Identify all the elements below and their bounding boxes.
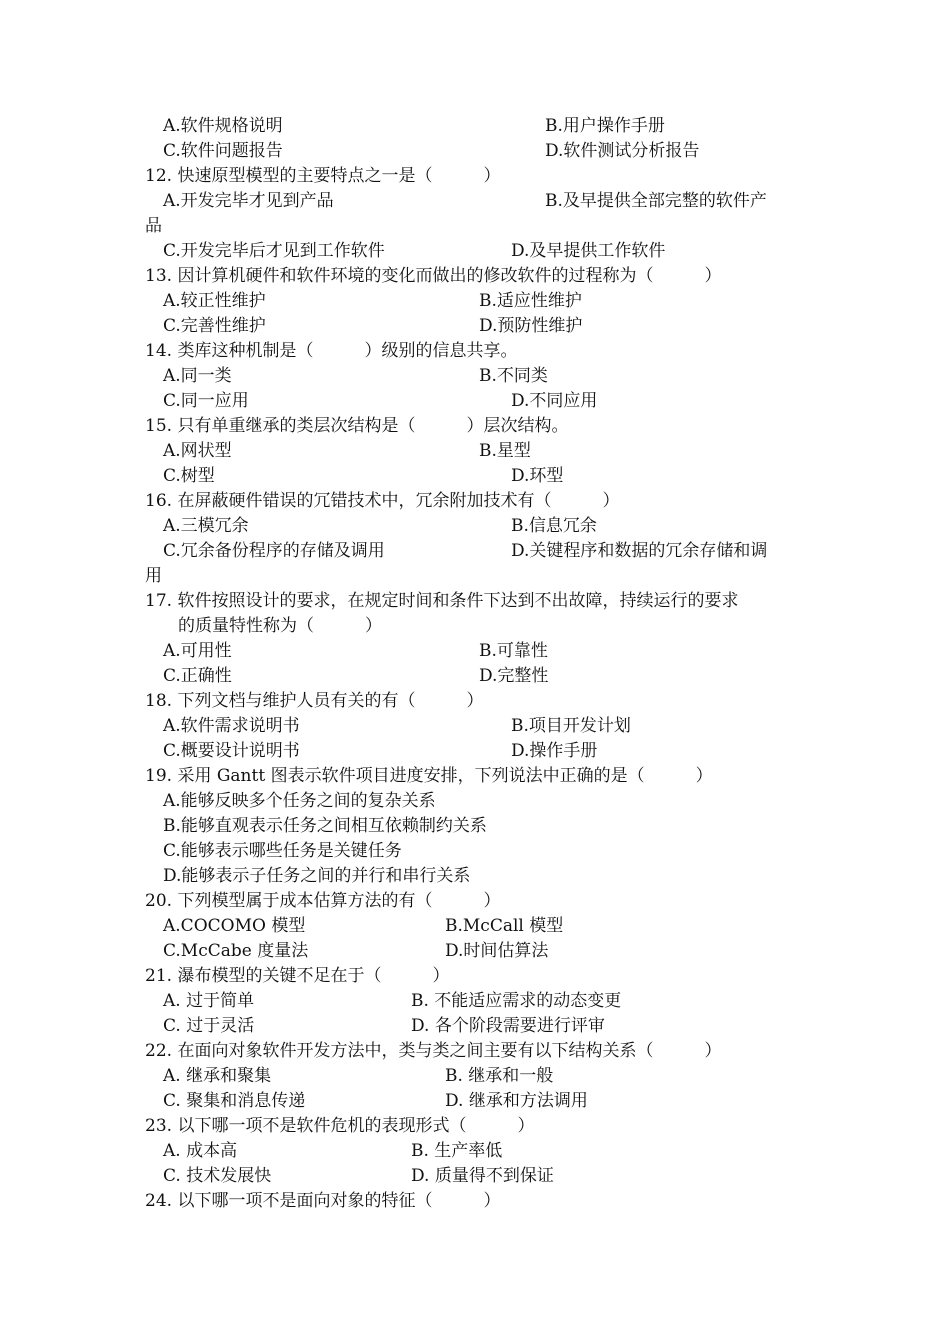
- option-b: B.可靠性: [479, 641, 548, 661]
- option-b: B.星型: [479, 441, 531, 461]
- option-d: D. 质量得不到保证: [411, 1166, 554, 1186]
- option-c: C.能够表示哪些任务是关键任务: [163, 841, 402, 861]
- option-c: C. 聚集和消息传递: [163, 1091, 306, 1111]
- option-c: C.McCabe 度量法: [163, 941, 309, 961]
- option-b: B. 不能适应需求的动态变更: [411, 991, 622, 1011]
- option-d-continuation: 用: [145, 566, 162, 586]
- option-b: B.能够直观表示任务之间相互依赖制约关系: [163, 816, 487, 836]
- question-22: 22. 在面向对象软件开发方法中，类与类之间主要有以下结构关系（ ）: [145, 1041, 722, 1061]
- option-d: D.时间估算法: [445, 941, 549, 961]
- option-d: D.环型: [511, 466, 564, 486]
- question-19: 19. 采用 Gantt 图表示软件项目进度安排，下列说法中正确的是（ ）: [145, 766, 713, 786]
- option-d: D. 继承和方法调用: [445, 1091, 588, 1111]
- option-a: A.开发完毕才见到产品: [163, 191, 334, 211]
- option-c: C. 技术发展快: [163, 1166, 272, 1186]
- option-b: B.适应性维护: [479, 291, 582, 311]
- option-c: C. 过于灵活: [163, 1016, 255, 1036]
- option-c: C.冗余备份程序的存储及调用: [163, 541, 385, 561]
- question-20: 20. 下列模型属于成本估算方法的有（ ）: [145, 891, 501, 911]
- option-b-continuation: 品: [145, 216, 162, 236]
- option-b: B.不同类: [479, 366, 548, 386]
- question-16: 16. 在屏蔽硬件错误的冗错技术中，冗余附加技术有（ ）: [145, 491, 620, 511]
- option-b: B. 生产率低: [411, 1141, 503, 1161]
- option-d: D.能够表示子任务之间的并行和串行关系: [163, 866, 471, 886]
- option-d: D.操作手册: [511, 741, 598, 761]
- option-b: B.McCall 模型: [445, 916, 564, 936]
- option-a: A.网状型: [163, 441, 232, 461]
- option-d: D.预防性维护: [479, 316, 583, 336]
- question-24: 24. 以下哪一项不是面向对象的特征（ ）: [145, 1191, 501, 1211]
- option-b: B. 继承和一般: [445, 1066, 554, 1086]
- option-b: B.及早提供全部完整的软件产: [545, 191, 767, 211]
- option-d: D.不同应用: [511, 391, 598, 411]
- question-13: 13. 因计算机硬件和软件环境的变化而做出的修改软件的过程称为（ ）: [145, 266, 722, 286]
- question-18: 18. 下列文档与维护人员有关的有（ ）: [145, 691, 484, 711]
- option-d: D.完整性: [479, 666, 549, 686]
- option-c: C.完善性维护: [163, 316, 266, 336]
- option-a: A.可用性: [163, 641, 232, 661]
- option-a: A. 过于简单: [163, 991, 255, 1011]
- question-23: 23. 以下哪一项不是软件危机的表现形式（ ）: [145, 1116, 535, 1136]
- option-a: A.较正性维护: [163, 291, 266, 311]
- option-a: A.同一类: [163, 366, 232, 386]
- option-c: C.概要设计说明书: [163, 741, 300, 761]
- question-12: 12. 快速原型模型的主要特点之一是（ ）: [145, 166, 501, 186]
- option-a: A. 成本高: [163, 1141, 238, 1161]
- option-d: D.及早提供工作软件: [511, 241, 666, 261]
- question-14: 14. 类库这种机制是（ ）级别的信息共享。: [145, 341, 518, 361]
- option-d: D.软件测试分析报告: [545, 141, 700, 161]
- option-a: A.能够反映多个任务之间的复杂关系: [163, 791, 436, 811]
- option-b: B.用户操作手册: [545, 116, 665, 136]
- option-c: C.软件问题报告: [163, 141, 283, 161]
- option-c: C.开发完毕后才见到工作软件: [163, 241, 385, 261]
- option-d: D.关键程序和数据的冗余存储和调: [511, 541, 768, 561]
- option-a: A.三模冗余: [163, 516, 249, 536]
- question-21: 21. 瀑布模型的关键不足在于（ ）: [145, 966, 450, 986]
- option-c: C.正确性: [163, 666, 232, 686]
- option-b: B.项目开发计划: [511, 716, 631, 736]
- option-a: A.COCOMO 模型: [163, 916, 306, 936]
- option-a: A. 继承和聚集: [163, 1066, 272, 1086]
- question-17: 17. 软件按照设计的要求，在规定时间和条件下达到不出故障，持续运行的要求: [145, 591, 739, 611]
- option-a: A.软件规格说明: [163, 116, 283, 136]
- option-b: B.信息冗余: [511, 516, 597, 536]
- option-c: C.树型: [163, 466, 215, 486]
- question-15: 15. 只有单重继承的类层次结构是（ ）层次结构。: [145, 416, 569, 436]
- option-d: D. 各个阶段需要进行评审: [411, 1016, 605, 1036]
- question-17-continuation: 的质量特性称为（ ）: [178, 616, 382, 636]
- option-c: C.同一应用: [163, 391, 249, 411]
- option-a: A.软件需求说明书: [163, 716, 300, 736]
